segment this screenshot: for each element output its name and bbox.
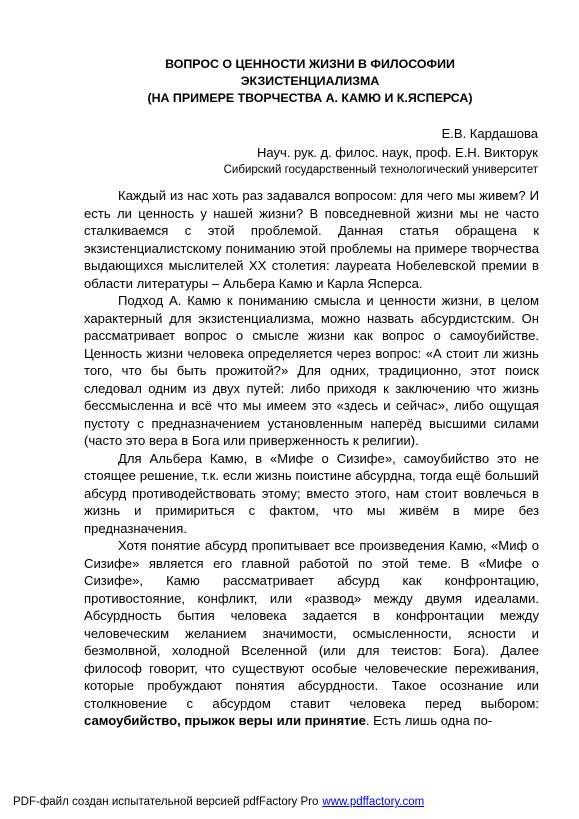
author-name: Е.В. Кардашова (441, 126, 538, 141)
pdf-footer (13, 796, 424, 808)
title-line-3: (НА ПРИМЕРЕ ТВОРЧЕСТВА А. КАМЮ И К.ЯСПЕРСА) (147, 91, 473, 105)
article-body (84, 187, 539, 730)
footer-link[interactable]: www.pdffactory.com (322, 796, 425, 808)
scientific-advisor: Науч. рук. д. филос. наук, проф. Е.Н. Викторук (257, 145, 538, 160)
title-line-1: ВОПРОС О ЦЕННОСТИ ЖИЗНИ В ФИЛОСОФИИ (165, 57, 455, 71)
paragraph-2: Подход А. Камю к пониманию смысла и ценности жизни, в целом характерный для экзистенциализма, можно назвать абсурдистским. Он рассматривает вопрос о смысле жизни как вопрос о самоубийстве. Ценность жизни человека определяется через вопрос: «А стоит ли жизнь того, что бы быть прожитой?» Для одних, традиционно, этот поиск следовал одним из двух путей: либо приходя к заключению что жизнь бессмысленна и всё что мы имеем это «здесь и сейчас», либо ощущая пустоту с предназначением установленным наперёд высшими силами (часто это вера в Бога или приверженность к религии). (84, 293, 539, 448)
paragraph-1: Каждый из нас хоть раз задавался вопросом: для чего мы живем? И есть ли ценность у нашей жизни? В повседневной жизни мы не часто сталкиваемся с этой проблемой. Данная статья обращена к экзистенциалистскому пониманию этой проблемы на примере творчества выдающихся мыслителей XX столетия: лауреата Нобелевской премии в области литературы – Альбера Камю и Карла Ясперса. (84, 188, 539, 291)
document-title (60, 56, 560, 107)
paragraph-4 (84, 537, 539, 730)
title-line-2: ЭКЗИСТЕНЦИАЛИЗМА (240, 74, 380, 88)
author-affiliation: Сибирский государственный технологический университет (223, 164, 538, 176)
paragraph-4-bold-choices: самоубийство, прыжок веры или принятие (84, 713, 366, 728)
paragraph-3: Для Альбера Камю, в «Мифе о Сизифе», самоубийство это не стоящее решение, т.к. если жизнь поистине абсурдна, тогда ещё больший абсурд противодействовать этому; вместо этого, нам стоит вовлечься в жизнь и примириться с фактом, что мы живём в мире без предназначения. (84, 450, 539, 536)
paragraph-4-text: Хотя понятие абсурд пропитывает все произведения Камю, «Миф о Сизифе» является его главной работой по этой теме. В «Мифе о Сизифе», Камю рассматривает абсурд как конфронтацию, противостояние, конфликт, или «развод» между двумя идеалами. Абсурдность бытия человека задается в конфронтации между человеческим желанием значимости, осмысленности, ясности и безмолвной, холодной Вселенной (или для теистов: Бога). Далее философ говорит, что существуют особые человеческие переживания, которые пробуждают понятия абсурдности. Такое осознание или столкновение с абсурдом ставит человека перед выбором: (84, 538, 539, 711)
paragraph-4-tail: . Есть лишь одна по- (365, 713, 493, 728)
footer-text: PDF-файл создан испытательной версией pdfFactory Pro (13, 796, 319, 808)
